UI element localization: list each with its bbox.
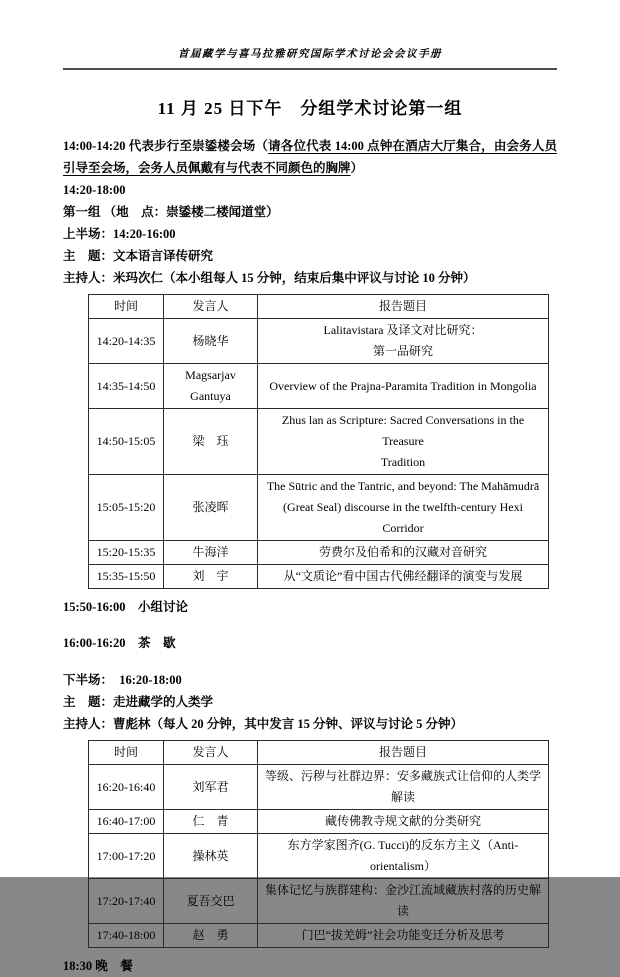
table-header-row: [89, 295, 549, 319]
dinner-line: 18:30 晚 餐: [63, 959, 133, 973]
speaker-cell: Magsarjav Gantuya: [164, 364, 258, 409]
speaker-cell: 赵 勇: [164, 924, 258, 948]
table-row: [89, 924, 549, 948]
table-row: [89, 319, 549, 364]
table-row: [89, 541, 549, 565]
table-header-row: [89, 741, 549, 765]
title-cell: Zhus lan as Scripture: Sacred Conversations in the Treasure Tradition: [258, 409, 549, 475]
second-half-chair: 主持人：曹彪林（每人 20 分钟，其中发言 15 分钟、评议与讨论 5 分钟）: [63, 717, 464, 731]
time-cell: 17:00-17:20: [89, 834, 164, 879]
title-cell: 藏传佛教寺规文献的分类研究: [258, 810, 549, 834]
speaker-header: 发言人: [164, 295, 258, 319]
speaker-cell: 牛海洋: [164, 541, 258, 565]
time-header: 时间: [89, 295, 164, 319]
second-half-topic: 主 题：走进藏学的人类学: [63, 695, 214, 709]
time-header: 时间: [89, 741, 164, 765]
title-cell: 劳费尔及伯希和的汉藏对音研究: [258, 541, 549, 565]
title-cell: 从“文质论”看中国古代佛经翻译的演变与发展: [258, 565, 549, 589]
speaker-cell: 刘军君: [164, 765, 258, 810]
table-row: [89, 834, 549, 879]
session-time-line: 14:20-18:00: [63, 183, 126, 197]
time-cell: 16:40-17:00: [89, 810, 164, 834]
title-cell: Overview of the Prajna-Paramita Tradition in Mongolia: [258, 364, 549, 409]
table-row: [89, 409, 549, 475]
speaker-cell: 仁 青: [164, 810, 258, 834]
table-row: [89, 810, 549, 834]
page-title: 11 月 25 日下午 分组学术讨论第一组: [157, 99, 463, 118]
title-cell: 等级、污秽与社群边界：安多藏族式让信仰的人类学解读: [258, 765, 549, 810]
time-cell: 16:20-16:40: [89, 765, 164, 810]
title-cell: 门巴“拔羌姆”社会功能变迁分析及思考: [258, 924, 549, 948]
time-cell: 15:20-15:35: [89, 541, 164, 565]
table-row: [89, 475, 549, 541]
title-cell: 东方学家图齐(G. Tucci)的反东方主义（Anti-orientalism）: [258, 834, 549, 879]
page-header: 首届藏学与喜马拉雅研究国际学术讨论会会议手册: [63, 46, 557, 70]
first-half-chair: 主持人：米玛次仁（本小组每人 15 分钟，结束后集中评议与讨论 10 分钟）: [63, 271, 476, 285]
walk-instruction-paragraph: [63, 135, 557, 179]
second-half-schedule-table: [88, 740, 549, 948]
table-row: [89, 565, 549, 589]
first-half-topic: 主 题：文本语言译传研究: [63, 249, 214, 263]
speaker-cell: 张凌晖: [164, 475, 258, 541]
time-cell: 17:40-18:00: [89, 924, 164, 948]
time-cell: 14:50-15:05: [89, 409, 164, 475]
speaker-cell: 梁 珏: [164, 409, 258, 475]
first-half-schedule-table: [88, 294, 549, 589]
tea-break-line: 16:00-16:20 茶 歇: [63, 636, 176, 650]
time-cell: 14:20-14:35: [89, 319, 164, 364]
group-location-line: 第一组 （地 点：崇鋈楼二楼闻道堂）: [63, 205, 279, 219]
title-cell: 集体记忆与族群建构：金沙江流域藏族村落的历史解读: [258, 879, 549, 924]
walk-prefix: 14:00-14:20 代表步行至崇鋈楼会场（: [63, 139, 269, 153]
speaker-cell: 夏吾交巴: [164, 879, 258, 924]
group-discussion-line: 15:50-16:00 小组讨论: [63, 600, 188, 614]
title-header: 报告题目: [258, 741, 549, 765]
table-row: [89, 879, 549, 924]
title-cell: Lalitavistara 及译文对比研究： 第一品研究: [258, 319, 549, 364]
speaker-cell: 操林英: [164, 834, 258, 879]
time-cell: 14:35-14:50: [89, 364, 164, 409]
first-half-session-label: 上半场：14:20-16:00: [63, 227, 176, 241]
walk-underlined-note: 请各位代表 14:00 点钟在酒店大厅集合，由会务人员引导至会场，会务人员佩戴有与代表不同颜色的胸牌: [63, 139, 557, 175]
walk-suffix: ）: [350, 161, 364, 175]
speaker-cell: 刘 宇: [164, 565, 258, 589]
time-cell: 17:20-17:40: [89, 879, 164, 924]
table-row: [89, 765, 549, 810]
title-cell: The Sūtric and the Tantric, and beyond: The Mahāmudrā (Great Seal) discourse in the twelfth-century Hexi Corridor: [258, 475, 549, 541]
speaker-cell: 杨晓华: [164, 319, 258, 364]
second-half-session-label: 下半场： 16:20-18:00: [63, 673, 182, 687]
time-cell: 15:35-15:50: [89, 565, 164, 589]
title-header: 报告题目: [258, 295, 549, 319]
time-cell: 15:05-15:20: [89, 475, 164, 541]
speaker-header: 发言人: [164, 741, 258, 765]
table-row: [89, 364, 549, 409]
